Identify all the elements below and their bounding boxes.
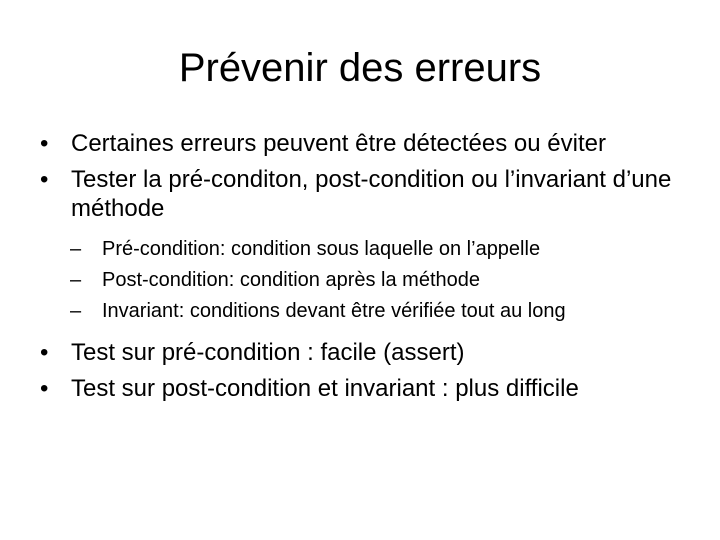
bullet-text: Certaines erreurs peuvent être détectées ou éviter bbox=[71, 130, 606, 157]
bullet-text: Tester la pré-conditon, post-condition ou l’invariant d’une méthode bbox=[71, 166, 672, 222]
sub-bullet-item bbox=[40, 237, 700, 261]
sub-bullet-marker: – bbox=[70, 300, 82, 322]
sub-bullet-list bbox=[40, 237, 700, 323]
bullet-item bbox=[40, 338, 700, 367]
sub-bullet-text: Post-condition: condition après la méthode bbox=[102, 269, 481, 291]
sub-bullet-text: Pré-condition: condition sous laquelle on l’appelle bbox=[102, 238, 541, 260]
bullet-item bbox=[40, 374, 700, 403]
sub-bullet-marker: – bbox=[70, 238, 82, 260]
bullet-marker: • bbox=[40, 166, 49, 193]
bullet-text: Test sur post-condition et invariant : plus difficile bbox=[71, 375, 579, 402]
sub-bullet-marker: – bbox=[70, 269, 82, 291]
sub-bullet-item bbox=[40, 268, 700, 292]
bullet-list bbox=[40, 129, 700, 410]
bullet-text: Test sur pré-condition : facile (assert) bbox=[71, 339, 465, 366]
bullet-item bbox=[40, 165, 700, 223]
sub-bullet-item bbox=[40, 299, 700, 323]
bullet-marker: • bbox=[40, 130, 49, 157]
sub-bullet-text: Invariant: conditions devant être vérifiée tout au long bbox=[102, 300, 566, 322]
bullet-marker: • bbox=[40, 339, 49, 366]
bullet-marker: • bbox=[40, 375, 49, 402]
slide-title: Prévenir des erreurs bbox=[178, 46, 542, 90]
bullet-item bbox=[40, 129, 700, 158]
